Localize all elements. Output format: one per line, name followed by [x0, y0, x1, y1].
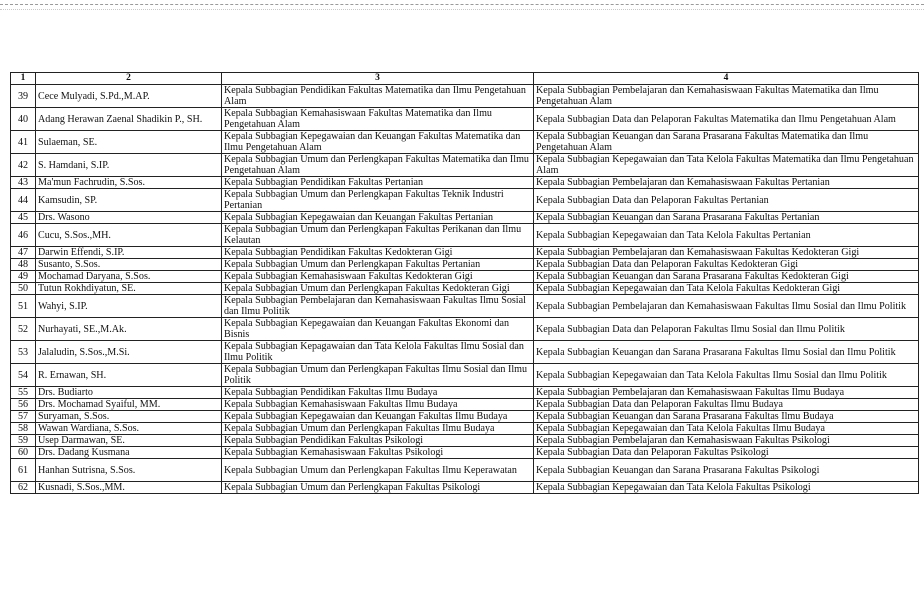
new-position: Kepala Subbagian Keuangan dan Sarana Prasarana Fakultas Pertanian — [534, 212, 919, 224]
old-position: Kepala Subbagian Pendidikan Fakultas Pertanian — [222, 177, 534, 189]
employee-name: Sulaeman, SE. — [36, 131, 222, 154]
old-position: Kepala Subbagian Kemahasiswaan Fakultas Matematika dan Ilmu Pengetahuan Alam — [222, 108, 534, 131]
employee-name: Kusnadi, S.Sos.,MM. — [36, 482, 222, 494]
old-position: Kepala Subbagian Kepegawaian dan Keuangan Fakultas Pertanian — [222, 212, 534, 224]
old-position: Kepala Subbagian Umum dan Perlengkapan Fakultas Ilmu Sosial dan Ilmu Politik — [222, 364, 534, 387]
employee-name: Ma'mun Fachrudin, S.Sos. — [36, 177, 222, 189]
new-position: Kepala Subbagian Data dan Pelaporan Fakultas Pertanian — [534, 189, 919, 212]
new-position: Kepala Subbagian Kepegawaian dan Tata Kelola Fakultas Ilmu Sosial dan Ilmu Politik — [534, 364, 919, 387]
employee-name: Cece Mulyadi, S.Pd.,M.AP. — [36, 85, 222, 108]
row-number: 40 — [11, 108, 36, 131]
new-position: Kepala Subbagian Keuangan dan Sarana Prasarana Fakultas Ilmu Budaya — [534, 411, 919, 423]
row-number: 62 — [11, 482, 36, 494]
table-row — [11, 212, 919, 224]
old-position: Kepala Subbagian Pendidikan Fakultas Kedokteran Gigi — [222, 247, 534, 259]
column-number-row — [11, 73, 919, 85]
row-number: 61 — [11, 459, 36, 482]
employee-name: Mochamad Daryana, S.Sos. — [36, 271, 222, 283]
old-position: Kepala Subbagian Pendidikan Fakultas Matematika dan Ilmu Pengetahuan Alam — [222, 85, 534, 108]
employee-name: Drs. Wasono — [36, 212, 222, 224]
new-position: Kepala Subbagian Data dan Pelaporan Fakultas Matematika dan Ilmu Pengetahuan Alam — [534, 108, 919, 131]
table-row — [11, 364, 919, 387]
employee-name: Wahyi, S.IP. — [36, 295, 222, 318]
employee-name: Drs. Mochamad Syaiful, MM. — [36, 399, 222, 411]
old-position: Kepala Subbagian Umum dan Perlengkapan Fakultas Matematika dan Ilmu Pengetahuan Alam — [222, 154, 534, 177]
new-position: Kepala Subbagian Kepegawaian dan Tata Kelola Fakultas Ilmu Budaya — [534, 423, 919, 435]
employee-name: Adang Herawan Zaenal Shadikin P., SH. — [36, 108, 222, 131]
table-row — [11, 247, 919, 259]
old-position: Kepala Subbagian Umum dan Perlengkapan Fakultas Pertanian — [222, 259, 534, 271]
old-position: Kepala Subbagian Kemahasiswaan Fakultas Psikologi — [222, 447, 534, 459]
table-row — [11, 411, 919, 423]
table-row — [11, 459, 919, 482]
old-position: Kepala Subbagian Kepegawaian dan Keuangan Fakultas Ilmu Budaya — [222, 411, 534, 423]
col-header-3: 3 — [222, 73, 534, 85]
employee-name: Kamsudin, SP. — [36, 189, 222, 212]
new-position: Kepala Subbagian Pembelajaran dan Kemahasiswaan Fakultas Matematika dan Ilmu Pengetahuan Alam — [534, 85, 919, 108]
new-position: Kepala Subbagian Kepegawaian dan Tata Kelola Fakultas Kedokteran Gigi — [534, 283, 919, 295]
row-number: 56 — [11, 399, 36, 411]
old-position: Kepala Subbagian Umum dan Perlengkapan Fakultas Kedokteran Gigi — [222, 283, 534, 295]
new-position: Kepala Subbagian Pembelajaran dan Kemahasiswaan Fakultas Ilmu Budaya — [534, 387, 919, 399]
table-row — [11, 108, 919, 131]
new-position: Kepala Subbagian Pembelajaran dan Kemahasiswaan Fakultas Kedokteran Gigi — [534, 247, 919, 259]
row-number: 59 — [11, 435, 36, 447]
old-position: Kepala Subbagian Pembelajaran dan Kemahasiswaan Fakultas Ilmu Sosial dan Ilmu Politik — [222, 295, 534, 318]
old-position: Kepala Subbagian Kemahasiswaan Fakultas Kedokteran Gigi — [222, 271, 534, 283]
new-position: Kepala Subbagian Kepegawaian dan Tata Kelola Fakultas Pertanian — [534, 224, 919, 247]
table-row — [11, 435, 919, 447]
new-position: Kepala Subbagian Pembelajaran dan Kemahasiswaan Fakultas Pertanian — [534, 177, 919, 189]
new-position: Kepala Subbagian Data dan Pelaporan Fakultas Psikologi — [534, 447, 919, 459]
row-number: 55 — [11, 387, 36, 399]
row-number: 51 — [11, 295, 36, 318]
table-row — [11, 259, 919, 271]
row-number: 52 — [11, 318, 36, 341]
employee-name: Tutun Rokhdiyatun, SE. — [36, 283, 222, 295]
table-row — [11, 177, 919, 189]
row-number: 46 — [11, 224, 36, 247]
table-row — [11, 318, 919, 341]
old-position: Kepala Subbagian Umum dan Perlengkapan Fakultas Ilmu Budaya — [222, 423, 534, 435]
col-header-2: 2 — [36, 73, 222, 85]
row-number: 39 — [11, 85, 36, 108]
old-position: Kepala Subbagian Kepegawaian dan Keuangan Fakultas Matematika dan Ilmu Pengetahuan Alam — [222, 131, 534, 154]
table-row — [11, 271, 919, 283]
new-position: Kepala Subbagian Data dan Pelaporan Fakultas Kedokteran Gigi — [534, 259, 919, 271]
new-position: Kepala Subbagian Keuangan dan Sarana Prasarana Fakultas Kedokteran Gigi — [534, 271, 919, 283]
old-position: Kepala Subbagian Umum dan Perlengkapan Fakultas Ilmu Keperawatan — [222, 459, 534, 482]
employee-name: S. Hamdani, S.IP. — [36, 154, 222, 177]
old-position: Kepala Subbagian Umum dan Perlengkapan Fakultas Psikologi — [222, 482, 534, 494]
table-row — [11, 224, 919, 247]
scan-top-border — [0, 4, 924, 5]
personnel-transfer-table — [10, 72, 919, 494]
row-number: 60 — [11, 447, 36, 459]
old-position: Kepala Subbagian Kepegawaian dan Keuangan Fakultas Ekonomi dan Bisnis — [222, 318, 534, 341]
row-number: 42 — [11, 154, 36, 177]
new-position: Kepala Subbagian Keuangan dan Sarana Prasarana Fakultas Ilmu Sosial dan Ilmu Politik — [534, 341, 919, 364]
employee-name: Drs. Dadang Kusmana — [36, 447, 222, 459]
new-position: Kepala Subbagian Data dan Pelaporan Fakultas Ilmu Budaya — [534, 399, 919, 411]
employee-name: Jalaludin, S.Sos.,M.Si. — [36, 341, 222, 364]
employee-name: Drs. Budiarto — [36, 387, 222, 399]
old-position: Kepala Subbagian Umum dan Perlengkapan Fakultas Teknik Industri Pertanian — [222, 189, 534, 212]
row-number: 49 — [11, 271, 36, 283]
table-row — [11, 295, 919, 318]
employee-name: Nurhayati, SE.,M.Ak. — [36, 318, 222, 341]
employee-name: Suryaman, S.Sos. — [36, 411, 222, 423]
row-number: 50 — [11, 283, 36, 295]
old-position: Kepala Subbagian Kepagawaian dan Tata Kelola Fakultas Ilmu Sosial dan Ilmu Politik — [222, 341, 534, 364]
table-row — [11, 85, 919, 108]
row-number: 44 — [11, 189, 36, 212]
row-number: 45 — [11, 212, 36, 224]
old-position: Kepala Subbagian Pendidikan Fakultas Psikologi — [222, 435, 534, 447]
col-header-4: 4 — [534, 73, 919, 85]
employee-name: R. Ernawan, SH. — [36, 364, 222, 387]
table-row — [11, 387, 919, 399]
employee-name: Darwin Effendi, S.IP. — [36, 247, 222, 259]
new-position: Kepala Subbagian Kepegawaian dan Tata Kelola Fakultas Matematika dan Ilmu Pengetahuan Alam — [534, 154, 919, 177]
table-row — [11, 154, 919, 177]
new-position: Kepala Subbagian Keuangan dan Sarana Prasarana Fakultas Matematika dan Ilmu Pengetahuan Alam — [534, 131, 919, 154]
table-row — [11, 399, 919, 411]
row-number: 47 — [11, 247, 36, 259]
employee-name: Hanhan Sutrisna, S.Sos. — [36, 459, 222, 482]
table-row — [11, 447, 919, 459]
row-number: 41 — [11, 131, 36, 154]
old-position: Kepala Subbagian Pendidikan Fakultas Ilmu Budaya — [222, 387, 534, 399]
new-position: Kepala Subbagian Data dan Pelaporan Fakultas Ilmu Sosial dan Ilmu Politik — [534, 318, 919, 341]
row-number: 58 — [11, 423, 36, 435]
employee-name: Susanto, S.Sos. — [36, 259, 222, 271]
employee-name: Usep Darmawan, SE. — [36, 435, 222, 447]
scan-top-border-faint — [0, 9, 924, 10]
employee-name: Cucu, S.Sos.,MH. — [36, 224, 222, 247]
row-number: 53 — [11, 341, 36, 364]
new-position: Kepala Subbagian Pembelajaran dan Kemahasiswaan Fakultas Psikologi — [534, 435, 919, 447]
employee-name: Wawan Wardiana, S.Sos. — [36, 423, 222, 435]
old-position: Kepala Subbagian Kemahasiswaan Fakultas Ilmu Budaya — [222, 399, 534, 411]
table-row — [11, 283, 919, 295]
table-row — [11, 482, 919, 494]
table-row — [11, 423, 919, 435]
table-body — [11, 85, 919, 494]
table-row — [11, 131, 919, 154]
col-header-1: 1 — [11, 73, 36, 85]
row-number: 57 — [11, 411, 36, 423]
table-row — [11, 189, 919, 212]
old-position: Kepala Subbagian Umum dan Perlengkapan Fakultas Perikanan dan Ilmu Kelautan — [222, 224, 534, 247]
row-number: 48 — [11, 259, 36, 271]
row-number: 43 — [11, 177, 36, 189]
new-position: Kepala Subbagian Pembelajaran dan Kemahasiswaan Fakultas Ilmu Sosial dan Ilmu Politik — [534, 295, 919, 318]
table-row — [11, 341, 919, 364]
row-number: 54 — [11, 364, 36, 387]
new-position: Kepala Subbagian Keuangan dan Sarana Prasarana Fakultas Psikologi — [534, 459, 919, 482]
new-position: Kepala Subbagian Kepegawaian dan Tata Kelola Fakultas Psikologi — [534, 482, 919, 494]
